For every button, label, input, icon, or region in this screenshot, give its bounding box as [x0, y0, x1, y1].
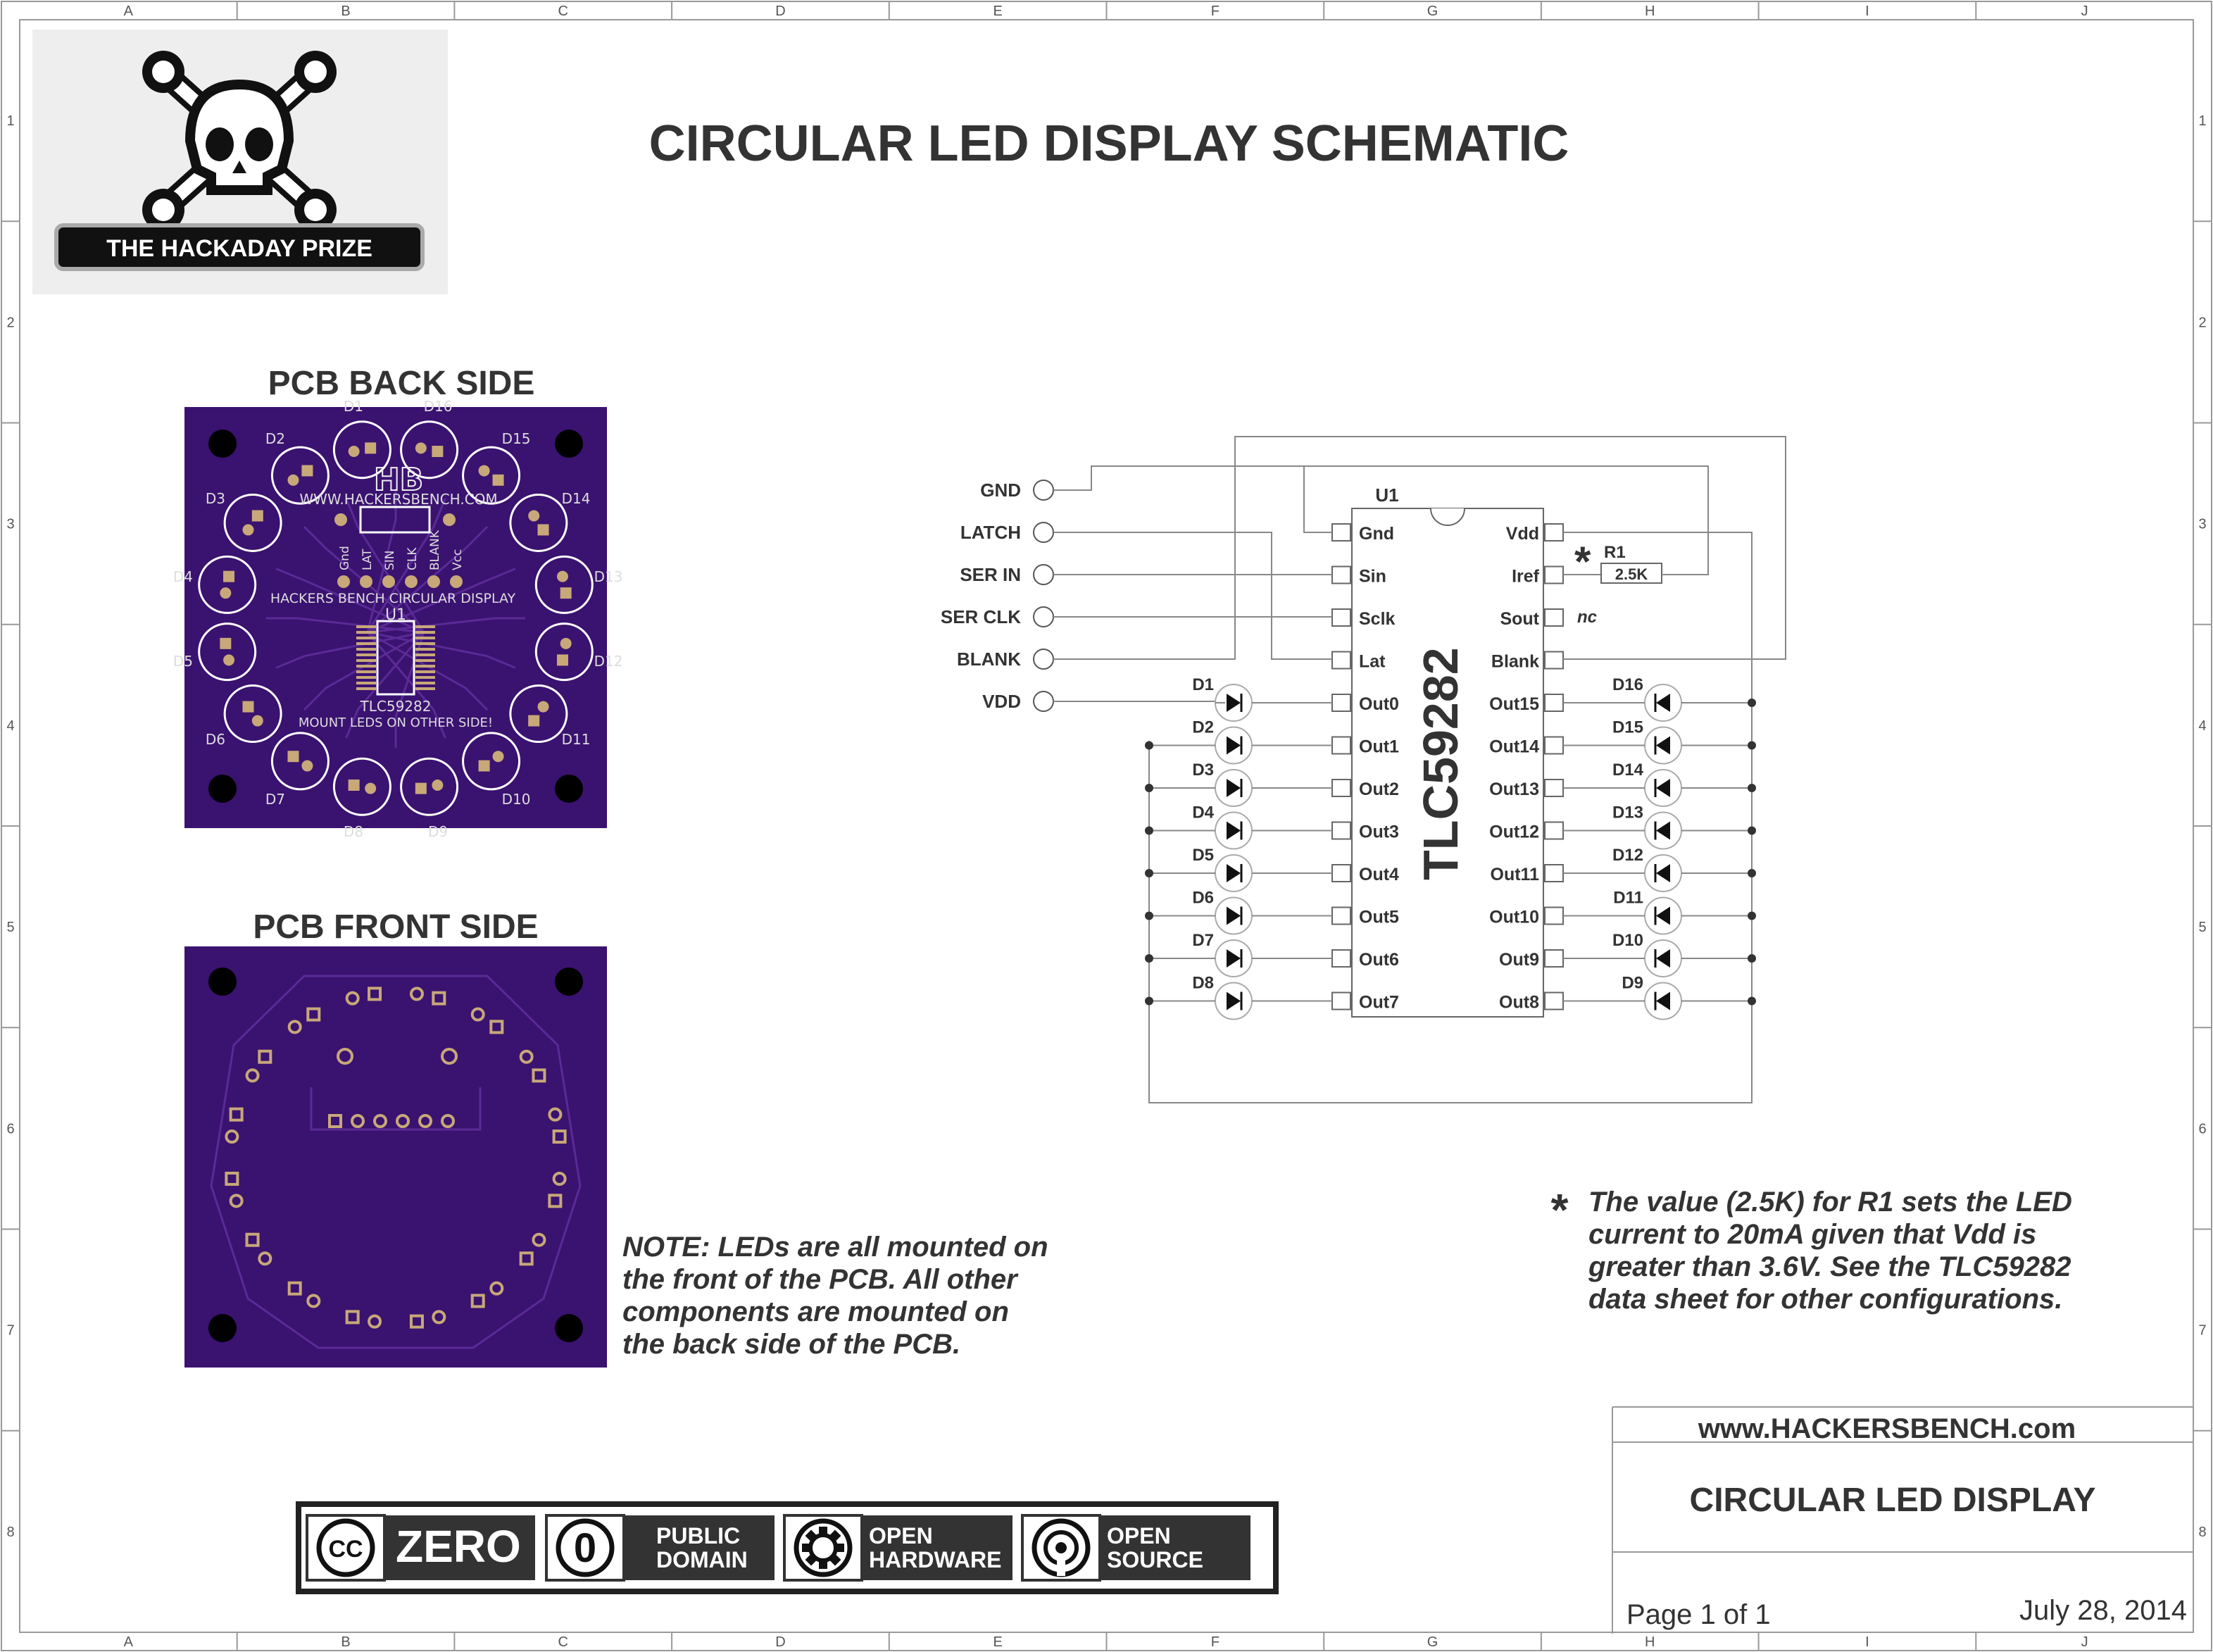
connector-label: SER IN — [960, 564, 1021, 585]
connector-label: VDD — [982, 691, 1021, 712]
cc-icon — [319, 1521, 372, 1575]
led-silk-label: D5 — [173, 653, 193, 670]
mounting-hole — [555, 775, 583, 803]
led-silk-label: D12 — [594, 653, 623, 670]
header-pad — [337, 575, 350, 588]
header-pad — [405, 575, 418, 588]
ic-pad — [415, 625, 435, 628]
mounting-hole — [208, 775, 237, 803]
pcb-back-board — [173, 398, 623, 840]
title-block-name: CIRCULAR LED DISPLAY — [1689, 1482, 2096, 1519]
led-silk-label: D6 — [205, 731, 225, 749]
led-pad — [479, 761, 490, 772]
led-pad — [415, 783, 427, 794]
ic-pin — [1545, 694, 1563, 711]
led-pad — [415, 442, 427, 453]
led-label: D9 — [1622, 973, 1643, 993]
header-pad — [450, 575, 463, 588]
ic-pad — [356, 631, 376, 634]
mount-note-silk: MOUNT LEDS ON OTHER SIDE! — [298, 715, 494, 730]
frame-row-label: 1 — [2198, 113, 2207, 130]
frame-row-label: 7 — [2198, 1322, 2207, 1339]
ic-pin — [1332, 737, 1350, 754]
latch-wire — [1053, 532, 1332, 659]
led-label: D6 — [1192, 888, 1214, 908]
connector-terminal — [1034, 480, 1053, 500]
led-label: D13 — [1612, 803, 1643, 822]
connector-label: GND — [980, 480, 1021, 501]
led-label: D12 — [1612, 846, 1643, 865]
connector-label: SER CLK — [940, 606, 1021, 627]
ic-pin — [1545, 737, 1563, 754]
led-pad — [301, 761, 313, 772]
led-pad — [557, 571, 568, 582]
frame-column-label: E — [993, 4, 1003, 19]
ic-pin-label: Lat — [1359, 651, 1386, 672]
ic-pin-label: Out9 — [1499, 950, 1539, 970]
connector-terminal — [1034, 565, 1053, 584]
led-silk-label: D11 — [561, 731, 591, 749]
led-silk-label: D3 — [205, 489, 225, 507]
ic-pin — [1332, 780, 1350, 796]
led-pad — [365, 442, 376, 453]
frame-row-label: 2 — [6, 315, 15, 331]
led-pad — [538, 524, 549, 535]
led-pad — [301, 465, 313, 476]
ic-pin-label: Out12 — [1489, 822, 1539, 842]
frame-column-label: J — [2081, 1634, 2088, 1650]
ic-pad — [415, 631, 435, 634]
frame-column-label: H — [1645, 1634, 1655, 1650]
mounting-note — [622, 1232, 1048, 1360]
badge-label: DOMAIN — [656, 1547, 748, 1572]
connector-label: LATCH — [960, 522, 1021, 543]
frame-row-label: 8 — [6, 1524, 15, 1540]
gear-icon — [796, 1521, 850, 1575]
frame-row-label: 8 — [2198, 1524, 2207, 1540]
hb-brand-mark: HB — [373, 462, 424, 498]
connector-terminal — [1034, 692, 1053, 711]
ic-pad — [356, 687, 376, 690]
note-line: The value (2.5K) for R1 sets the LED — [1588, 1187, 2072, 1218]
wire-junction — [1748, 827, 1756, 835]
chip-ref-silk: U1 — [384, 606, 407, 624]
led-pad — [223, 654, 234, 665]
resistor-note — [1549, 1184, 2072, 1315]
led-pad — [528, 715, 539, 727]
led-silk-label: D9 — [428, 823, 449, 841]
led-pad — [287, 475, 299, 486]
logo-text: THE HACKADAY PRIZE — [106, 235, 372, 262]
ic-pad — [415, 637, 435, 639]
frame-row-label: 1 — [6, 113, 15, 130]
led-pad — [252, 510, 263, 521]
ic-pin-label: Out15 — [1489, 694, 1539, 714]
frame-row-label: 4 — [6, 718, 15, 734]
led-pad — [432, 446, 443, 457]
ic-pin-label: Blank — [1491, 651, 1539, 672]
header-pad — [427, 575, 440, 588]
ic-pin-label: Out1 — [1359, 737, 1399, 757]
led-silk-label: D8 — [343, 823, 363, 841]
badge-label: PUBLIC — [656, 1523, 741, 1548]
ic-pin-label: Out14 — [1489, 737, 1539, 757]
mounting-hole — [555, 968, 583, 996]
frame-column-label: F — [1210, 1634, 1220, 1650]
led-pad — [252, 715, 263, 727]
led-pad — [287, 751, 299, 762]
frame-row-label: 4 — [2198, 718, 2207, 734]
resistor-value: 2.5K — [1615, 565, 1648, 583]
wire-junction — [1748, 869, 1756, 877]
led-pad — [528, 510, 539, 521]
ic-pin-label: Sin — [1359, 566, 1386, 587]
ic-pin-label: Out13 — [1489, 780, 1539, 799]
led-silk-label: D16 — [423, 397, 453, 415]
frame-row-label: 3 — [6, 516, 15, 532]
header-pin-label: CLK — [406, 547, 420, 570]
wire-junction — [1145, 997, 1153, 1006]
frame-column-label: H — [1645, 4, 1655, 19]
led-pad — [493, 751, 504, 762]
frame-column-label: G — [1427, 4, 1438, 19]
led-pad — [479, 465, 490, 476]
ic-pad — [356, 625, 376, 628]
wire-junction — [1145, 741, 1153, 750]
note-line: the back side of the PCB. — [622, 1329, 961, 1360]
ic-pin — [1332, 993, 1350, 1010]
pcb-front-board — [184, 946, 607, 1368]
badge-glyph: CC — [328, 1536, 363, 1563]
ic-pin — [1545, 822, 1563, 839]
badge-glyph: 0 — [573, 1525, 597, 1571]
ic-pin — [1332, 950, 1350, 967]
ic-pin-label: Out8 — [1499, 992, 1539, 1013]
ic-pad — [415, 642, 435, 645]
ic-part-label: TLC59282 — [1413, 647, 1468, 880]
badge-label: SOURCE — [1107, 1547, 1203, 1572]
note-line: data sheet for other configurations. — [1588, 1284, 2063, 1315]
led-label: D3 — [1192, 761, 1214, 780]
ic-pin — [1545, 652, 1563, 669]
note-asterisk: * — [1549, 1184, 1567, 1235]
led-silk-label: D15 — [501, 430, 531, 447]
wire-junction — [1145, 954, 1153, 963]
led-silk-label: D10 — [501, 791, 531, 808]
frame-row-label: 6 — [6, 1121, 15, 1137]
ic-pad — [356, 670, 376, 673]
ic-pin — [1332, 609, 1350, 626]
page-title: CIRCULAR LED DISPLAY SCHEMATIC — [648, 115, 1569, 172]
header-pin-label: LAT — [361, 549, 375, 570]
header-pad — [360, 575, 372, 588]
led-label: D16 — [1612, 675, 1643, 694]
frame-column-label: B — [341, 4, 351, 19]
ic-pin-label: Out7 — [1359, 992, 1399, 1013]
led-label: D2 — [1192, 718, 1214, 737]
led-label: D15 — [1612, 718, 1643, 737]
ic-pad — [356, 659, 376, 662]
title-block-date: July 28, 2014 — [2019, 1595, 2187, 1626]
mounting-hole — [208, 430, 237, 458]
ic-pad — [356, 653, 376, 656]
frame-column-label: C — [558, 4, 568, 19]
ic-pad — [415, 659, 435, 662]
led-silk-label: D14 — [561, 489, 591, 507]
led-silk-label: D4 — [173, 568, 193, 585]
ic-pin-label: Iref — [1512, 566, 1539, 587]
pcb-front-heading: PCB FRONT SIDE — [253, 908, 539, 946]
led-pad — [493, 475, 504, 486]
frame-column-label: D — [775, 4, 786, 19]
ic-pin-label: Out5 — [1359, 907, 1399, 927]
frame-column-label: I — [1865, 1634, 1869, 1650]
mounting-hole — [555, 1314, 583, 1342]
wire-junction — [1748, 912, 1756, 920]
frame-column-label: B — [341, 1634, 351, 1650]
led-pad — [365, 783, 376, 794]
ic-pin-label: Out10 — [1489, 907, 1539, 927]
ic-pin — [1332, 822, 1350, 839]
frame-row-label: 7 — [6, 1322, 15, 1339]
wire-junction — [1748, 997, 1756, 1006]
led-pad — [560, 587, 572, 599]
ic-pin — [1332, 524, 1350, 541]
note-line: current to 20mA given that Vdd is — [1588, 1219, 2037, 1250]
ic-pin — [1545, 567, 1563, 584]
ic-pad — [356, 665, 376, 668]
ic-pin — [1332, 694, 1350, 711]
ic-pin-label: Out2 — [1359, 780, 1399, 799]
ic-pin — [1545, 908, 1563, 925]
badge-label: ZERO — [396, 1521, 521, 1572]
license-badges — [299, 1504, 1276, 1591]
led-pad — [349, 780, 360, 791]
led-label: D11 — [1613, 888, 1643, 908]
ic-pin-label: Out3 — [1359, 822, 1399, 842]
led-pad — [560, 638, 572, 649]
wire-junction — [1748, 741, 1756, 750]
header-pin-label: Vcc — [451, 549, 465, 570]
led-pad — [538, 701, 549, 713]
led-pad — [349, 446, 360, 457]
frame-row-label: 5 — [6, 920, 15, 936]
ic-pin-label: Sclk — [1359, 609, 1396, 629]
led-pad — [242, 524, 253, 535]
ic-pad — [356, 637, 376, 639]
badge-label: OPEN — [1107, 1523, 1171, 1548]
badge-label: HARDWARE — [869, 1547, 1002, 1572]
zero-icon — [558, 1521, 612, 1575]
ic-pad — [415, 670, 435, 673]
pcb-url-silk: WWW.HACKERSBENCH.COM — [299, 491, 498, 508]
ic-pin-label: Out11 — [1490, 865, 1539, 884]
frame-column-label: C — [558, 1634, 568, 1650]
header-pin-label: SIN — [383, 550, 397, 570]
header-pad — [382, 575, 395, 588]
frame-row-label: 3 — [2198, 516, 2207, 532]
led-pad — [557, 654, 568, 665]
ic-pin-label: Vdd — [1505, 524, 1539, 544]
ic-ref-label: U1 — [1375, 484, 1399, 506]
ic-pin — [1545, 950, 1563, 967]
connector-terminal — [1034, 607, 1053, 627]
note-line: NOTE: LEDs are all mounted on — [622, 1232, 1048, 1263]
gnd-wire — [1053, 466, 1332, 532]
ic-pad — [415, 676, 435, 679]
led-silk-label: D1 — [343, 397, 363, 415]
frame-column-label: A — [123, 4, 134, 19]
ic-pin-label: Out4 — [1359, 865, 1399, 884]
frame-column-label: D — [775, 1634, 786, 1650]
wire-junction — [1145, 912, 1153, 920]
ic-pin — [1545, 609, 1563, 626]
led-label: D4 — [1192, 803, 1214, 822]
led-silk-label: D2 — [265, 430, 285, 447]
mounting-hole — [208, 1314, 237, 1342]
led-pad — [220, 587, 231, 599]
led-silk-label: D13 — [594, 568, 623, 585]
ic-pin — [1545, 865, 1563, 882]
note-line: components are mounted on — [622, 1296, 1009, 1327]
led-label: D10 — [1612, 931, 1643, 950]
wire-junction — [1748, 784, 1756, 792]
led-label: D1 — [1192, 675, 1214, 694]
resistor-pad — [443, 513, 456, 526]
ic-pin — [1332, 865, 1350, 882]
frame-row-label: 6 — [2198, 1121, 2207, 1137]
open-source-icon — [1034, 1521, 1088, 1576]
connector-terminal — [1034, 649, 1053, 669]
circuit-schematic — [941, 437, 1786, 1103]
header-pin-label: BLANK — [428, 530, 442, 570]
title-block-page: Page 1 of 1 — [1626, 1599, 1771, 1630]
ic-pad — [415, 653, 435, 656]
wire-junction — [1145, 784, 1153, 792]
frame-column-label: I — [1865, 4, 1869, 19]
resistor-ref: R1 — [1604, 543, 1626, 562]
frame-column-label: E — [993, 1634, 1003, 1650]
led-label: D5 — [1192, 846, 1214, 865]
note-line: greater than 3.6V. See the TLC59282 — [1588, 1251, 2071, 1282]
hackaday-logo — [32, 30, 448, 294]
frame-column-label: F — [1210, 4, 1220, 19]
ic-pin — [1332, 567, 1350, 584]
led-pad — [432, 780, 443, 791]
ic-pin — [1545, 780, 1563, 796]
frame-row-label: 5 — [2198, 920, 2207, 936]
ic-pin — [1332, 652, 1350, 669]
ic-pad — [415, 665, 435, 668]
frame-row-label: 2 — [2198, 315, 2207, 331]
note-line: the front of the PCB. All other — [622, 1264, 1017, 1295]
led-label: D14 — [1612, 761, 1643, 780]
chip-part-silk: TLC59282 — [360, 698, 432, 715]
board-name-silk: HACKERS BENCH CIRCULAR DISPLAY — [270, 591, 516, 606]
connector-terminal — [1034, 522, 1053, 542]
led-pad — [220, 638, 231, 649]
title-block-url: www.HACKERSBENCH.com — [1698, 1413, 2076, 1444]
title-block — [1612, 1407, 2193, 1634]
led-silk-label: D7 — [265, 791, 285, 808]
ic-pin-label: Sout — [1500, 609, 1539, 629]
ic-pin — [1545, 524, 1563, 541]
ic-pin-label: Gnd — [1359, 524, 1394, 544]
ic-pad — [356, 682, 376, 684]
led-pad — [242, 701, 253, 713]
ic-pin — [1545, 993, 1563, 1010]
ic-pin — [1332, 908, 1350, 925]
ic-pin-label: Out6 — [1359, 950, 1399, 970]
wire-junction — [1145, 827, 1153, 835]
led-pad — [223, 571, 234, 582]
frame-column-label: A — [123, 1634, 134, 1650]
resistor-asterisk: * — [1574, 538, 1591, 585]
ic-pad — [415, 682, 435, 684]
ic-pin-label: Out0 — [1359, 694, 1399, 714]
ic-pad — [415, 648, 435, 651]
ic-pad — [356, 676, 376, 679]
pcb-back-heading: PCB BACK SIDE — [268, 365, 535, 402]
badge-label: OPEN — [869, 1523, 933, 1548]
connector-label: BLANK — [957, 649, 1021, 670]
mounting-hole — [208, 968, 237, 996]
led-label: D8 — [1192, 973, 1214, 993]
ic-pad — [415, 687, 435, 690]
mounting-hole — [555, 430, 583, 458]
wire-junction — [1748, 954, 1756, 963]
ic-pad — [356, 642, 376, 645]
wire-junction — [1145, 869, 1153, 877]
led-label: D7 — [1192, 931, 1214, 950]
no-connect-label: nc — [1577, 608, 1598, 627]
header-pin-label: Gnd — [338, 546, 352, 570]
frame-column-label: J — [2081, 4, 2088, 19]
ic-pad — [356, 648, 376, 651]
frame-column-label: G — [1427, 1634, 1438, 1650]
resistor-pad — [334, 513, 347, 526]
wire-junction — [1748, 699, 1756, 707]
